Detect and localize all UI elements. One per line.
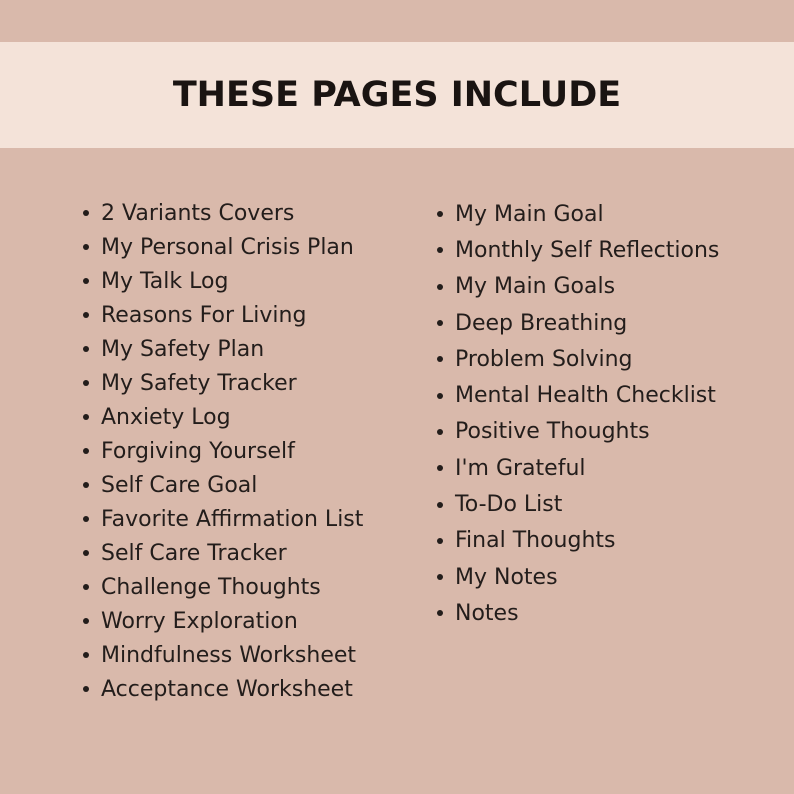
list-item xyxy=(80,468,363,502)
list-item xyxy=(80,536,363,570)
list-item xyxy=(434,486,719,522)
list-item-label: Mental Health Checklist xyxy=(455,383,716,409)
list-item xyxy=(434,450,719,486)
list-item-label: My Main Goal xyxy=(455,201,604,227)
list-item xyxy=(434,196,719,232)
bullet-icon xyxy=(437,211,443,217)
list-item xyxy=(434,305,719,341)
list-item-label: Positive Thoughts xyxy=(455,419,650,445)
list-item-label: My Talk Log xyxy=(101,268,229,294)
list-item xyxy=(80,434,363,468)
list-item xyxy=(80,230,363,264)
list-item xyxy=(80,298,363,332)
list-item-label: Forgiving Yourself xyxy=(101,438,295,464)
list-item-label: Reasons For Living xyxy=(101,302,307,328)
list-item-label: Mindfulness Worksheet xyxy=(101,642,357,668)
list-item xyxy=(434,341,719,377)
list-item xyxy=(80,672,363,706)
list-item xyxy=(80,196,363,230)
list-item-label: Acceptance Worksheet xyxy=(101,676,353,702)
list-item xyxy=(80,570,363,604)
list-item-label: My Safety Plan xyxy=(101,336,265,362)
list-item-label: My Notes xyxy=(455,564,558,590)
bullet-icon xyxy=(83,414,89,420)
list-item-label: Problem Solving xyxy=(455,346,633,372)
bullet-icon xyxy=(83,380,89,386)
list-item xyxy=(434,523,719,559)
list-item-label: Anxiety Log xyxy=(101,404,231,430)
bullet-icon xyxy=(437,429,443,435)
bullet-icon xyxy=(83,312,89,318)
bullet-icon xyxy=(83,584,89,590)
right-page-list xyxy=(434,196,719,632)
list-item xyxy=(80,264,363,298)
list-item-label: Worry Exploration xyxy=(101,608,298,634)
list-item-label: Final Thoughts xyxy=(455,528,616,554)
list-item xyxy=(434,595,719,631)
list-item-label: Self Care Goal xyxy=(101,472,258,498)
title-banner xyxy=(0,42,794,148)
list-item xyxy=(80,332,363,366)
list-item xyxy=(434,377,719,413)
bullet-icon xyxy=(437,610,443,616)
list-item xyxy=(434,414,719,450)
list-item-label: To-Do List xyxy=(455,492,563,518)
list-item xyxy=(80,638,363,672)
bullet-icon xyxy=(437,284,443,290)
bullet-icon xyxy=(437,356,443,362)
left-page-list xyxy=(80,196,363,706)
list-item xyxy=(434,559,719,595)
bullet-icon xyxy=(437,247,443,253)
bullet-icon xyxy=(83,618,89,624)
list-item-label: My Main Goals xyxy=(455,274,616,300)
bullet-icon xyxy=(83,516,89,522)
bullet-icon xyxy=(83,550,89,556)
bullet-icon xyxy=(437,465,443,471)
bullet-icon xyxy=(83,278,89,284)
bullet-icon xyxy=(83,686,89,692)
list-item-label: Favorite Affirmation List xyxy=(101,506,364,532)
bullet-icon xyxy=(437,574,443,580)
list-item-label: Self Care Tracker xyxy=(101,540,287,566)
list-item-label: 2 Variants Covers xyxy=(101,200,295,226)
bullet-icon xyxy=(83,244,89,250)
bullet-icon xyxy=(83,448,89,454)
bullet-icon xyxy=(83,652,89,658)
list-item-label: Challenge Thoughts xyxy=(101,574,321,600)
bullet-icon xyxy=(83,210,89,216)
list-item-label: Notes xyxy=(455,600,519,626)
bullet-icon xyxy=(83,346,89,352)
bullet-icon xyxy=(437,502,443,508)
bullet-icon xyxy=(83,482,89,488)
list-item-label: My Safety Tracker xyxy=(101,370,297,396)
list-item-label: I'm Grateful xyxy=(455,455,586,481)
page-title: THESE PAGES INCLUDE xyxy=(172,75,622,115)
list-item xyxy=(80,604,363,638)
bullet-icon xyxy=(437,320,443,326)
list-item xyxy=(434,232,719,268)
list-item xyxy=(434,269,719,305)
bullet-icon xyxy=(437,538,443,544)
list-item-label: Deep Breathing xyxy=(455,310,628,336)
list-item xyxy=(80,366,363,400)
list-item xyxy=(80,400,363,434)
bullet-icon xyxy=(437,393,443,399)
list-item xyxy=(80,502,363,536)
list-item-label: My Personal Crisis Plan xyxy=(101,234,354,260)
list-item-label: Monthly Self Reflections xyxy=(455,237,720,263)
